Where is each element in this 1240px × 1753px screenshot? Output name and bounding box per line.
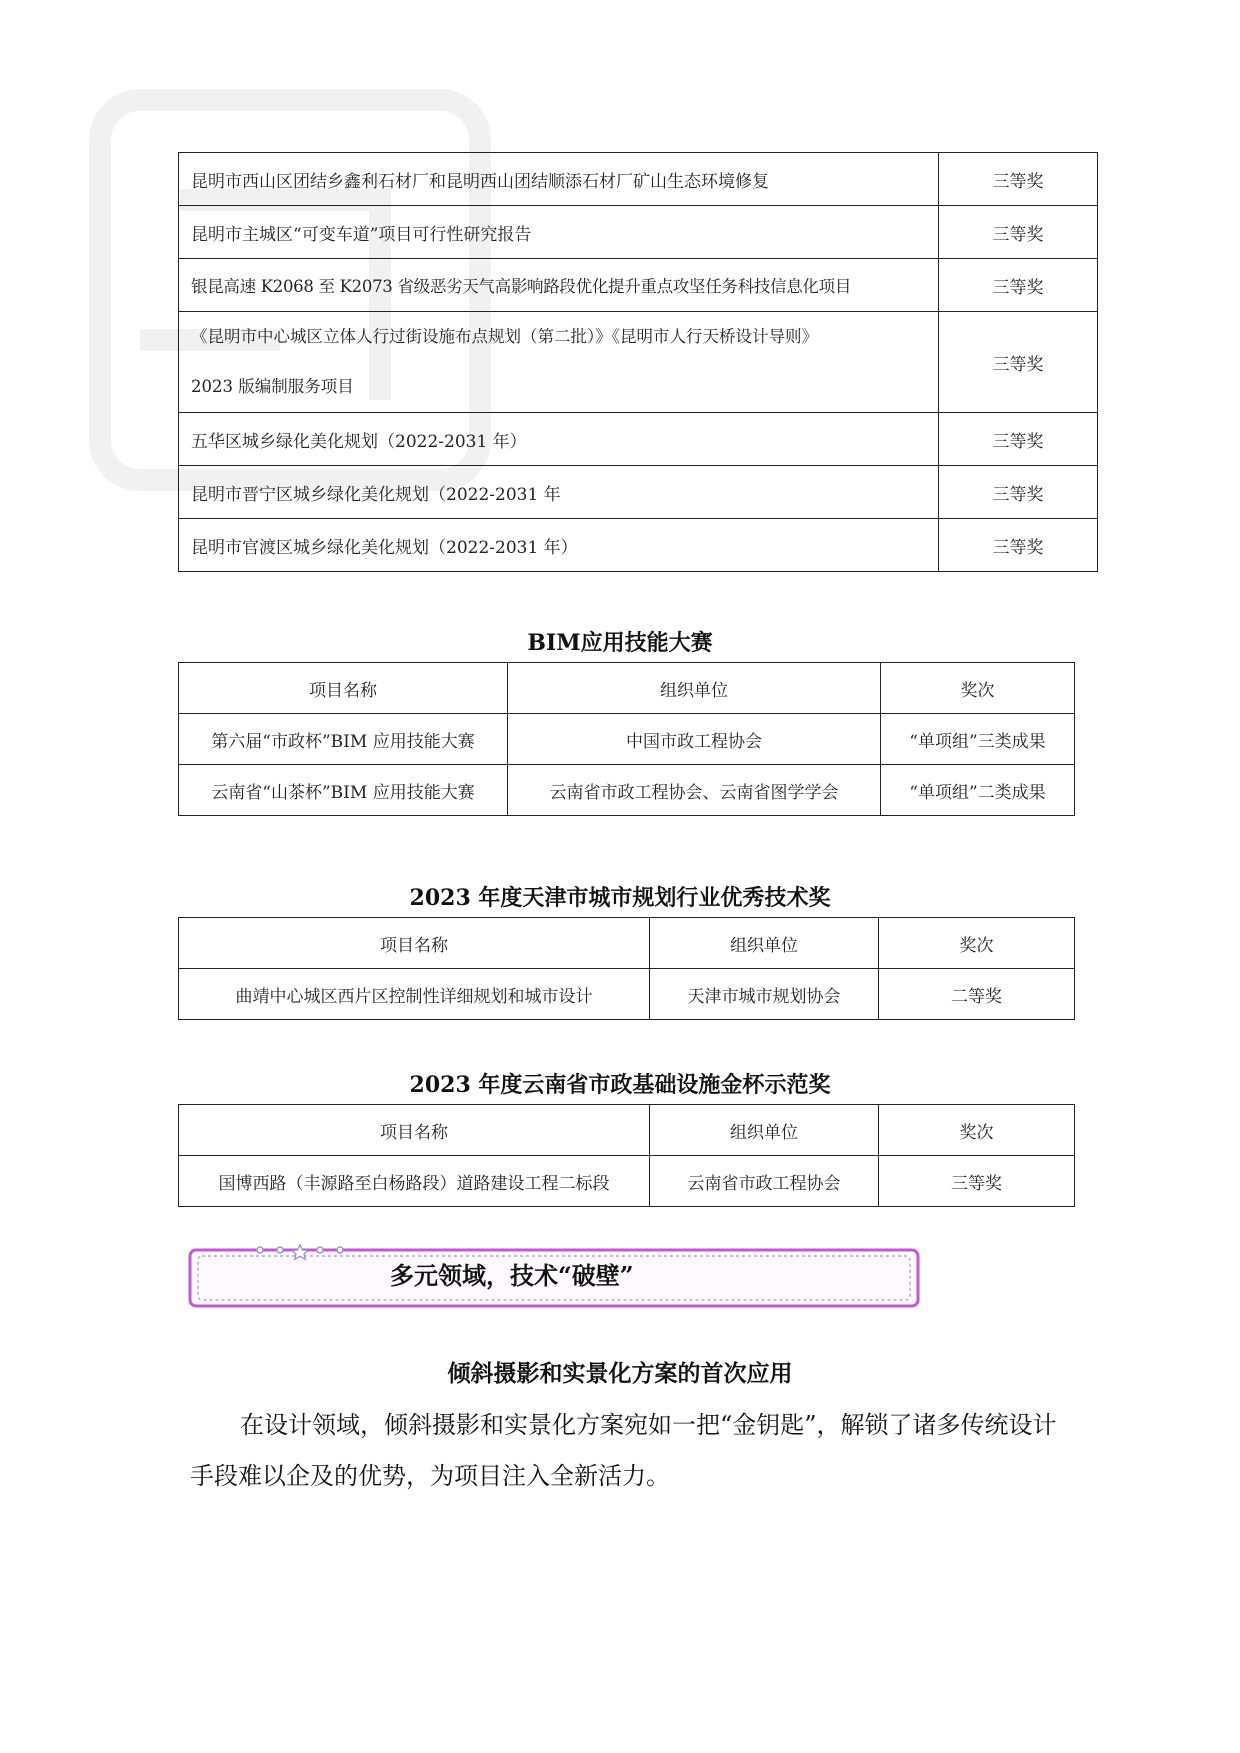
award-level: 三等奖 <box>939 413 1098 466</box>
table-row <box>179 519 1098 572</box>
project-name-line1: 《昆明市中心城区立体人行过街设施布点规划（第二批）》《昆明市人行天桥设计导则》 <box>191 327 818 346</box>
award-level: “单项组”二类成果 <box>881 765 1075 816</box>
table-row <box>179 765 1075 816</box>
award-level: 三等奖 <box>939 466 1098 519</box>
table-header-row <box>179 663 1075 714</box>
project-name: 五华区城乡绿化美化规划（2022-2031 年） <box>179 413 939 466</box>
header-project-name: 项目名称 <box>179 1105 650 1156</box>
award-level: 二等奖 <box>879 969 1075 1020</box>
award-level: 三等奖 <box>879 1156 1075 1207</box>
banner-title: 多元领域，技术“破壁” <box>390 1261 634 1290</box>
table-row <box>179 413 1098 466</box>
table-header-row <box>179 918 1075 969</box>
header-award: 奖次 <box>881 663 1075 714</box>
project-name-line2: 2023 版编制服务项目 <box>191 377 354 396</box>
organizer: 中国市政工程协会 <box>508 714 881 765</box>
award-level: 三等奖 <box>939 206 1098 259</box>
yunnan-section-title: 2023 年度云南省市政基础设施金杯示范奖 <box>409 1072 831 1098</box>
table-row <box>179 714 1075 765</box>
header-project-name: 项目名称 <box>179 663 508 714</box>
organizer: 天津市城市规划协会 <box>650 969 879 1020</box>
table-row <box>179 969 1075 1020</box>
header-award: 奖次 <box>879 1105 1075 1156</box>
yunnan-table <box>178 1104 1075 1207</box>
project-name <box>179 312 939 413</box>
project-name: 昆明市西山区团结乡鑫利石材厂和昆明西山团结顺添石材厂矿山生态环境修复 <box>179 153 939 206</box>
bim-table <box>178 662 1075 816</box>
project-name: 银昆高速 K2068 至 K2073 省级恶劣天气高影响路段优化提升重点攻坚任务科技信息化项目 <box>179 259 939 312</box>
header-award: 奖次 <box>879 918 1075 969</box>
tianjin-section-title: 2023 年度天津市城市规划行业优秀技术奖 <box>409 885 831 911</box>
tianjin-table <box>178 917 1075 1020</box>
project-name: 国博西路（丰源路至白杨路段）道路建设工程二标段 <box>179 1156 650 1207</box>
header-project-name: 项目名称 <box>179 918 650 969</box>
table-row <box>179 153 1098 206</box>
header-organizer: 组织单位 <box>650 918 879 969</box>
table-row <box>179 1156 1075 1207</box>
project-name: 第六届“市政杯”BIM 应用技能大赛 <box>179 714 508 765</box>
project-name: 曲靖中心城区西片区控制性详细规划和城市设计 <box>179 969 650 1020</box>
table-row <box>179 312 1098 413</box>
project-name: 昆明市官渡区城乡绿化美化规划（2022-2031 年） <box>179 519 939 572</box>
bim-section-title: BIM应用技能大赛 <box>527 630 713 656</box>
award-level: “单项组”三类成果 <box>881 714 1075 765</box>
award-level: 三等奖 <box>939 153 1098 206</box>
section-subtitle: 倾斜摄影和实景化方案的首次应用 <box>447 1360 793 1387</box>
table-row <box>179 259 1098 312</box>
award-level: 三等奖 <box>939 519 1098 572</box>
body-paragraph: 在设计领域，倾斜摄影和实景化方案宛如一把“金钥匙”，解锁了诸多传统设计手段难以企及的优势，为项目注入全新活力。 <box>190 1411 1057 1490</box>
header-organizer: 组织单位 <box>650 1105 879 1156</box>
award-level: 三等奖 <box>939 259 1098 312</box>
table-row <box>179 466 1098 519</box>
project-name: 昆明市晋宁区城乡绿化美化规划（2022-2031 年 <box>179 466 939 519</box>
header-organizer: 组织单位 <box>508 663 881 714</box>
project-name: 昆明市主城区“可变车道”项目可行性研究报告 <box>179 206 939 259</box>
award-table <box>178 152 1098 572</box>
project-name: 云南省“山茶杯”BIM 应用技能大赛 <box>179 765 508 816</box>
organizer: 云南省市政工程协会 <box>650 1156 879 1207</box>
table-row <box>179 206 1098 259</box>
award-level: 三等奖 <box>939 312 1098 413</box>
table-header-row <box>179 1105 1075 1156</box>
organizer: 云南省市政工程协会、云南省图学学会 <box>508 765 881 816</box>
